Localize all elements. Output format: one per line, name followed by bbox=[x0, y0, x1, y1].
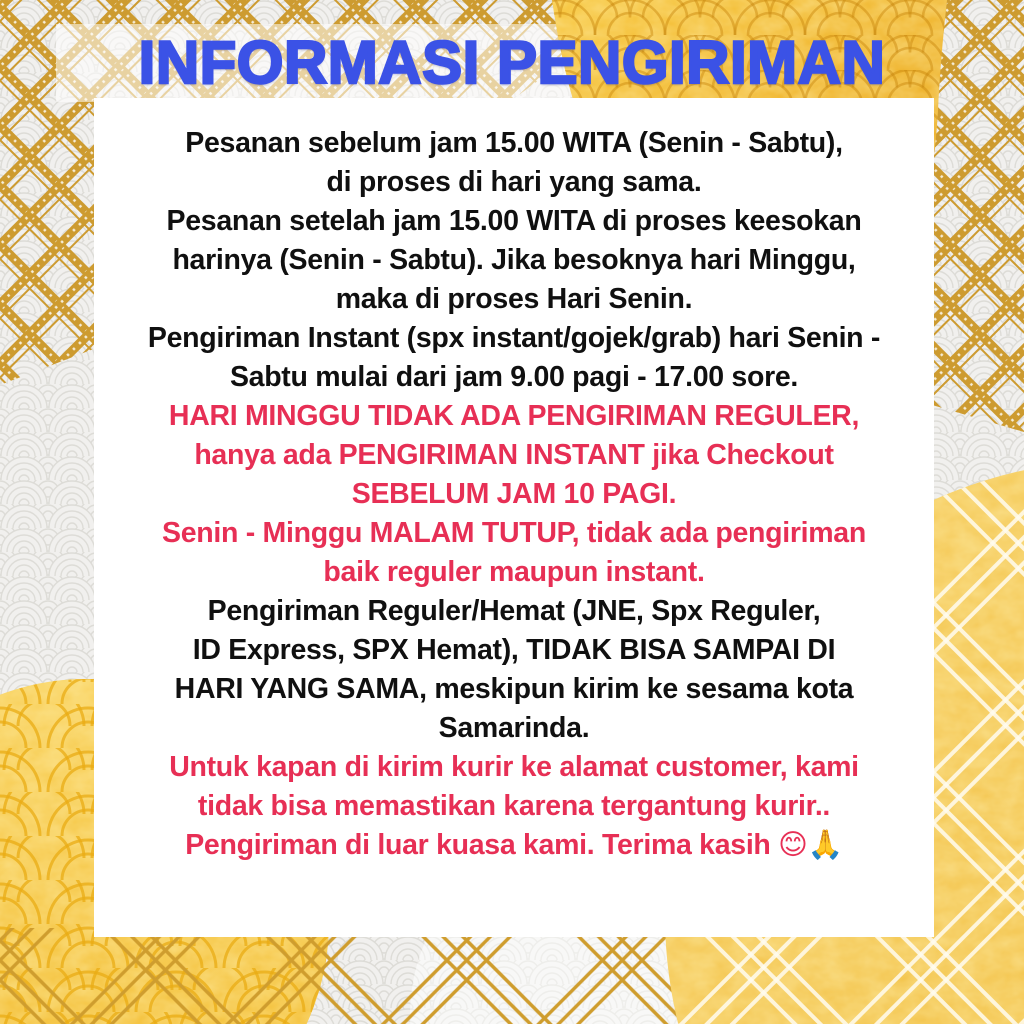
paragraph-courier-disclaimer: Untuk kapan di kirim kurir ke alamat customer, kami tidak bisa memastikan karena tergantung kurir.. Pengiriman di luar kuasa kami. Terima kasih 😊🙏 bbox=[169, 751, 859, 861]
paragraph-regular-shipping-notice: Pengiriman Reguler/Hemat (JNE, Spx Reguler, ID Express, SPX Hemat), TIDAK BISA SAMPAI DI HARI YANG SAMA, meskipun kirim ke sesama kota Samarinda. bbox=[174, 595, 854, 744]
paragraph-sunday-notice: HARI MINGGU TIDAK ADA PENGIRIMAN REGULER, hanya ada PENGIRIMAN INSTANT jika Checkout SEBELUM JAM 10 PAGI. Senin - Minggu MALAM TUTUP, tidak ada pengiriman baik reguler maupun instant. bbox=[162, 400, 866, 588]
paragraph-processing-schedule: Pesanan sebelum jam 15.00 WITA (Senin - Sabtu), di proses di hari yang sama. Pesanan setelah jam 15.00 WITA di proses keesokan harinya (Senin - Sabtu). Jika besoknya hari Minggu, maka di proses Hari Senin. Pengiriman Instant (spx instant/gojek/grab) hari Senin - Sabtu mulai dari jam 9.00 pagi - 17.00 sore. bbox=[147, 127, 881, 393]
info-panel bbox=[94, 98, 934, 937]
poster-title: INFORMASI PENGIRIMAN bbox=[138, 29, 886, 96]
